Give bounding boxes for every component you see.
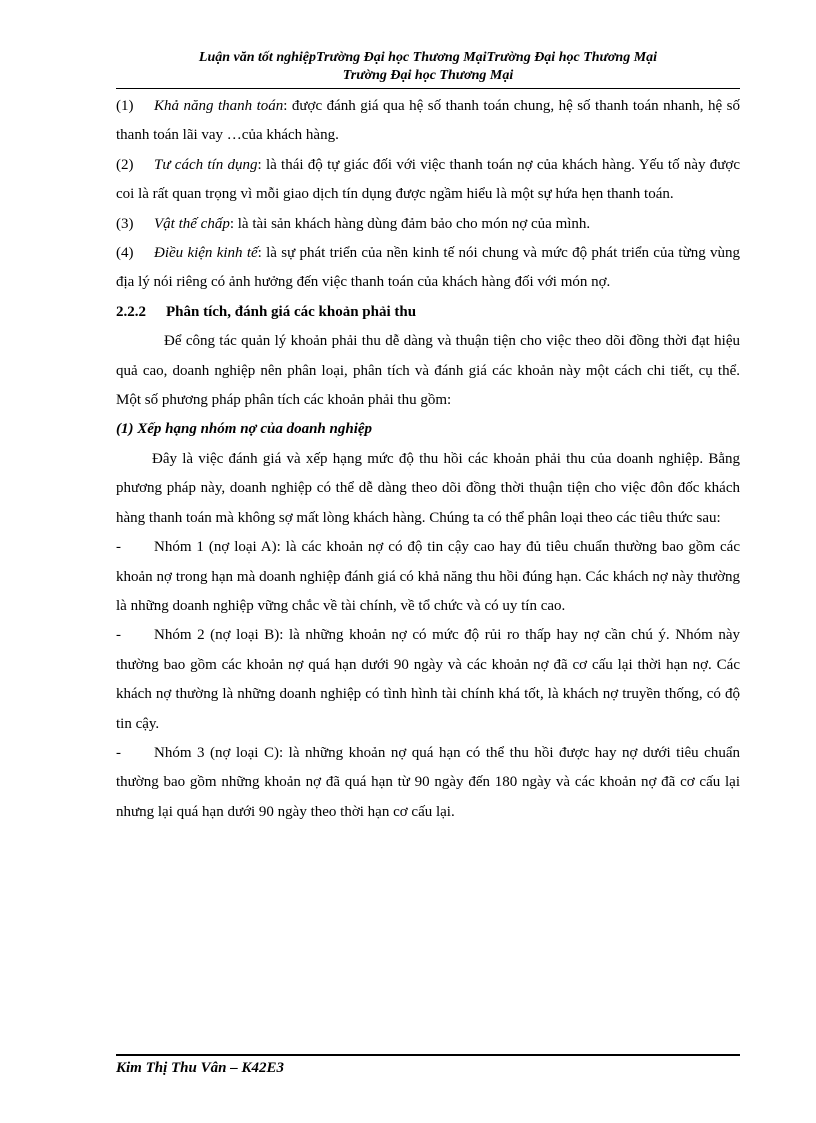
criteria-text: : là tài sản khách hàng dùng đảm bảo cho món nợ của mình. <box>229 215 591 232</box>
footer-divider <box>116 1054 740 1056</box>
group-text: Nhóm 1 (nợ loại A): là các khoản nợ có độ tin cậy cao hay đủ tiêu chuẩn thường bao gồm các khoản nợ trong hạn mà doanh nghiệp đánh giá có khả năng thu hồi đúng hạn. Các khách nợ này thường là những doanh nghiệp vững chắc về tài chính, về tổ chức và có uy tín cao. <box>116 539 740 614</box>
criteria-number: (3) <box>116 215 134 232</box>
criteria-term: Vật thế chấp <box>154 215 230 232</box>
criteria-item <box>116 210 740 239</box>
body-text <box>116 92 740 827</box>
group-item <box>116 621 740 739</box>
criteria-number: (4) <box>116 245 134 262</box>
criteria-text: : là sự phát triển của nền kinh tế nói chung và mức độ phát triển của từng vùng địa lý nói riêng có ảnh hưởng đến việc thanh toán của khách hàng đối với món nợ. <box>116 245 740 291</box>
header-divider <box>116 88 740 89</box>
group-bullet: - <box>116 627 121 644</box>
subsection-heading: (1) Xếp hạng nhóm nợ của doanh nghiệp <box>116 421 373 438</box>
criteria-text: : được đánh giá qua hệ số thanh toán chung, hệ số thanh toán nhanh, hệ số thanh toán lãi vay …của khách hàng. <box>116 98 740 144</box>
section-number: 2.2.2 <box>116 303 146 320</box>
group-text: Nhóm 2 (nợ loại B): là những khoản nợ có mức độ rủi ro thấp hay nợ cần chú ý. Nhóm này thường bao gồm các khoản nợ quá hạn dưới 90 ngày và các khoản nợ đã cơ cấu lại thời hạn nợ. Các khách nợ thường là những doanh nghiệp có tình hình tài chính khá tốt, là khách nợ truyền thống, có độ tin cậy. <box>116 627 740 732</box>
subsection-intro: Đây là việc đánh giá và xếp hạng mức độ thu hồi các khoản phải thu của doanh nghiệp. Bằng phương pháp này, doanh nghiệp có thể dễ dàng theo dõi đồng thời thuận tiện cho việc đôn đốc khách hàng thanh toán mà không sợ mất lòng khách hàng. Chúng ta có thể phân loại theo các tiêu thức sau: <box>116 450 740 526</box>
group-text: Nhóm 3 (nợ loại C): là những khoản nợ quá hạn có thể thu hồi được hay nợ dưới tiêu chuẩn thường bao gồm những khoản nợ đã quá hạn từ 90 ngày đến 180 ngày và các khoản nợ đã cơ cấu lại nhưng lại quá hạn dưới 90 ngày theo thời hạn cơ cấu lại. <box>116 744 740 820</box>
section-heading <box>116 298 740 327</box>
criteria-term: Khả năng thanh toán <box>154 98 284 114</box>
group-item <box>116 739 740 827</box>
criteria-text: : là thái độ tự giác đối với việc thanh toán nợ của khách hàng. Yếu tố này được coi là rất quan trọng vì mỗi giao dịch tín dụng được ngầm hiểu là một sự hứa hẹn thanh toán. <box>116 156 740 203</box>
section-intro: Để công tác quản lý khoản phải thu dễ dàng và thuận tiện cho việc theo dõi đồng thời đạt hiệu quả cao, doanh nghiệp nên phân loại, phân tích và đánh giá các khoản này một cách chi tiết, cụ thể. Một số phương pháp phân tích các khoản phải thu gồm: <box>116 333 740 409</box>
group-bullet: - <box>116 539 121 556</box>
criteria-item <box>116 239 740 298</box>
page-header <box>116 49 740 85</box>
criteria-number: (1) <box>116 98 134 114</box>
header-line-2: Trường Đại học Thương Mại <box>342 68 514 83</box>
group-bullet: - <box>116 744 121 761</box>
criteria-item <box>116 151 740 210</box>
group-item <box>116 533 740 621</box>
section-title: Phân tích, đánh giá các khoản phải thu <box>166 303 417 320</box>
page-footer: Kim Thị Thu Vân – K42E3 <box>116 1060 284 1076</box>
criteria-item <box>116 92 740 151</box>
criteria-number: (2) <box>116 156 134 173</box>
criteria-term: Tư cách tín dụng <box>154 156 258 173</box>
header-line-1: Luận văn tốt nghiệpTrường Đại học Thương MạiTrường Đại học Thương Mại <box>198 50 658 65</box>
criteria-term: Điều kiện kinh tế <box>154 245 258 262</box>
